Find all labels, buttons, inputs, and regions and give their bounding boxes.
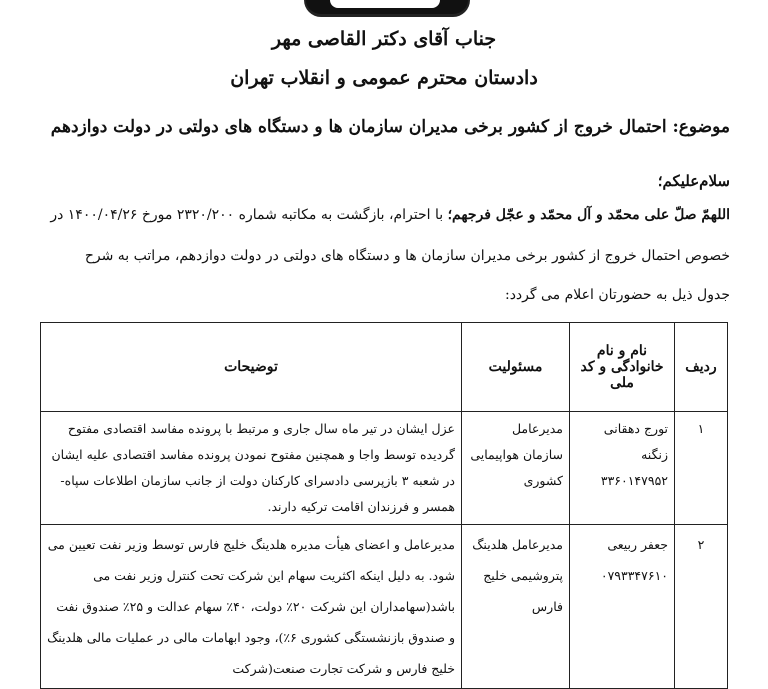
table-header-row <box>41 323 728 412</box>
row-name: جعفر ربیعی ۰۷۹۳۳۴۷۶۱۰ <box>570 525 675 689</box>
subject-line: موضوع: احتمال خروج از کشور برخی مدیران سازمان ها و دستگاه های دولتی در دولت دوازدهم <box>50 117 730 137</box>
salawat-text: اللهمّ صلّ علی محمّد و آل محمّد و عجّل فرجهم؛ <box>447 207 730 223</box>
row-name: تورج دهقانی زنگنه ۳۳۶۰۱۴۷۹۵۲ <box>570 412 675 525</box>
recipient-title: جناب آقای دکتر القاصی مهر <box>271 28 497 50</box>
body-line-1-rest: با احترام، بازگشت به مکاتبه شماره ۲۳۲۰/۲۰۰ مورخ ۱۴۰۰/۰۴/۲۶ در <box>50 207 448 223</box>
table-row <box>41 525 728 689</box>
header-responsibility: مسئولیت <box>462 323 570 412</box>
managers-table <box>40 322 728 689</box>
row-description: مدیرعامل و اعضای هیأت مدیره هلدینگ خلیج فارس توسط وزیر نفت تعیین می شود. به دلیل اینکه اکثریت سهام این شرکت تحت کنترل وزیر نفت می باشد(سهامداران این شرکت ۲۰٪ دولت، ۴۰٪ سهام عدالت و ۲۵٪ صندوق نفت و صندوق بازنشستگی کشوری ۶٪)، وجود ابهامات مالی در عملیات مالی هلدینگ خلیج فارس و شرکت تجارت صنعت(شرکت <box>41 525 462 689</box>
greeting: سلام‌علیکم؛ <box>657 172 730 190</box>
body-line-1 <box>50 207 730 223</box>
recipient-office: دادستان محترم عمومی و انقلاب تهران <box>230 67 538 89</box>
table-row <box>41 412 728 525</box>
header-name: نام و نام خانوادگی و کد ملی <box>570 323 675 412</box>
row-index: ۱ <box>675 412 728 525</box>
header-description: توضیحات <box>41 323 462 412</box>
letterhead-emblem-inner <box>330 0 440 8</box>
row-description: عزل ایشان در تیر ماه سال جاری و مرتبط با پرونده مفاسد اقتصادی مفتوح گردیده توسط واجا و همچنین مفتوح نمودن پرونده مفاسد اقتصادی علیه ایشان در شعبه ۳ بازپرسی دادسرای کارکنان دولت از جانب سازمان اطلاعات سپاه- همسر و فرزندان اقامت ترکیه دارند. <box>41 412 462 525</box>
header-index: ردیف <box>675 323 728 412</box>
row-responsibility: مدیرعامل هلدینگ پتروشیمی خلیج فارس <box>462 525 570 689</box>
row-index: ۲ <box>675 525 728 689</box>
body-line-2: خصوص احتمال خروج از کشور برخی مدیران سازمان ها و دستگاه های دولتی در دولت دوازدهم، مراتب به شرح <box>84 248 730 264</box>
row-responsibility: مدیرعامل سازمان هواپیمایی کشوری <box>462 412 570 525</box>
body-line-3: جدول ذیل به حضورتان اعلام می گردد: <box>504 287 730 303</box>
